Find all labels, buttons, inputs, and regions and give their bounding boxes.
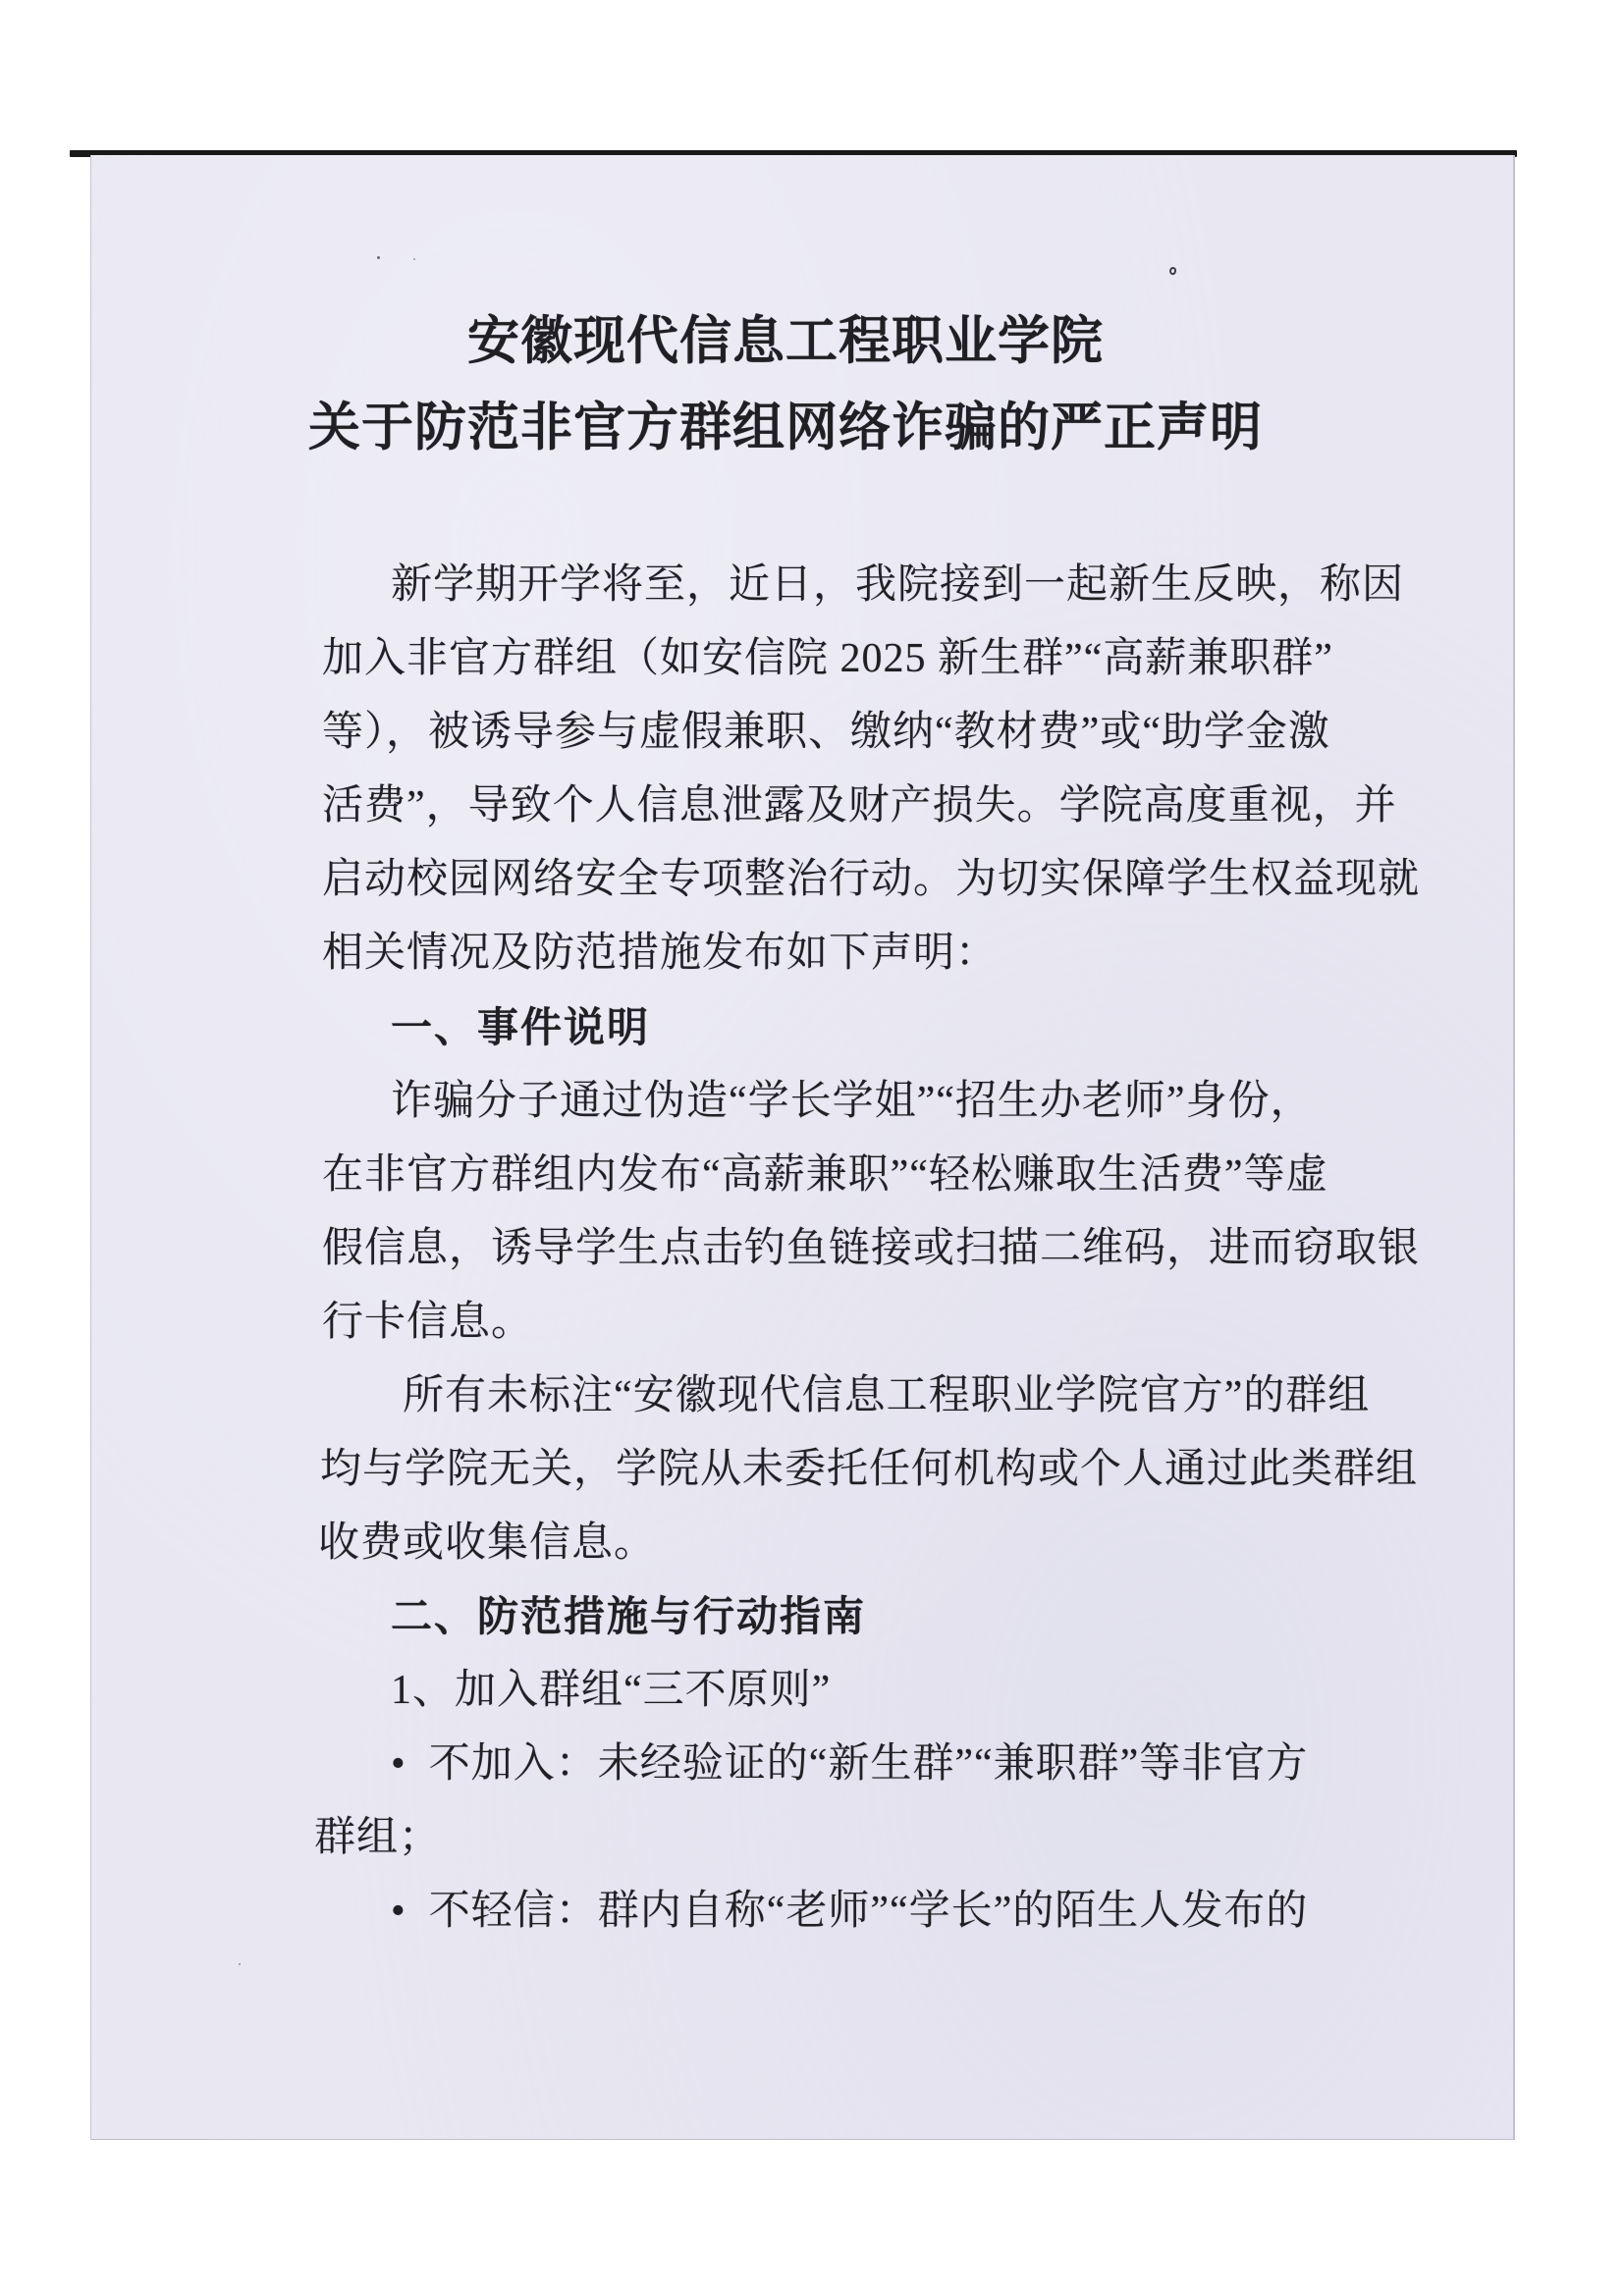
paragraph1-line6: 相关情况及防范措施发布如下声明： [322,931,999,976]
paragraph2-line2: 在非官方群组内发布“高薪兼职”“轻松赚取生活费”等虚 [322,1152,1328,1198]
paragraph3-line3: 收费或收集信息。 [318,1521,657,1566]
scan-speck [239,1963,241,1965]
paragraph1-line2: 加入非官方群组（如安信院 2025 新生群”“高薪兼职群” [322,636,1333,681]
paragraph3-line1: 所有未标注“安徽现代信息工程职业学院官方”的群组 [403,1373,1371,1418]
subsection-item-1: 1、加入群组“三不原则” [391,1668,832,1713]
paragraph1-line1: 新学期开学将至，近日，我院接到一起新生反映，称因 [391,562,1405,608]
paragraph1-line5: 启动校园网络安全专项整治行动。为切实保障学生权益现就 [322,857,1421,902]
paragraph2-line1: 诈骗分子通过伪造“学长学姐”“招生办老师”身份， [391,1079,1313,1124]
document-title-line-1: 安徽现代信息工程职业学院 [467,313,1104,370]
bullet-line-1: • 不加入：未经验证的“新生群”“兼职群”等非官方 [391,1741,1309,1787]
paragraph2-line3: 假信息，诱导学生点击钓鱼链接或扫描二维码，进而窃取银 [322,1226,1421,1271]
document-title-line-2: 关于防范非官方群组网络诈骗的严正声明 [308,400,1263,456]
scan-speck [413,258,415,260]
paragraph1-line4: 活费”，导致个人信息泄露及财产损失。学院高度重视，并 [322,783,1397,828]
section-heading-2: 二、防范措施与行动指南 [391,1593,867,1639]
bullet-line-2: • 不轻信：群内自称“老师”“学长”的陌生人发布的 [391,1889,1309,1934]
paragraph1-line3: 等），被诱导参与虚假兼职、缴纳“教材费”或“助学金激 [322,710,1330,755]
bullet-line-1-continued: 群组； [314,1815,442,1860]
section-heading-1: 一、事件说明 [391,1004,651,1050]
paragraph3-line2: 均与学院无关，学院从未委托任何机构或个人通过此类群组 [320,1447,1419,1492]
paragraph2-line4: 行卡信息。 [322,1300,534,1345]
scan-speck [377,256,380,259]
